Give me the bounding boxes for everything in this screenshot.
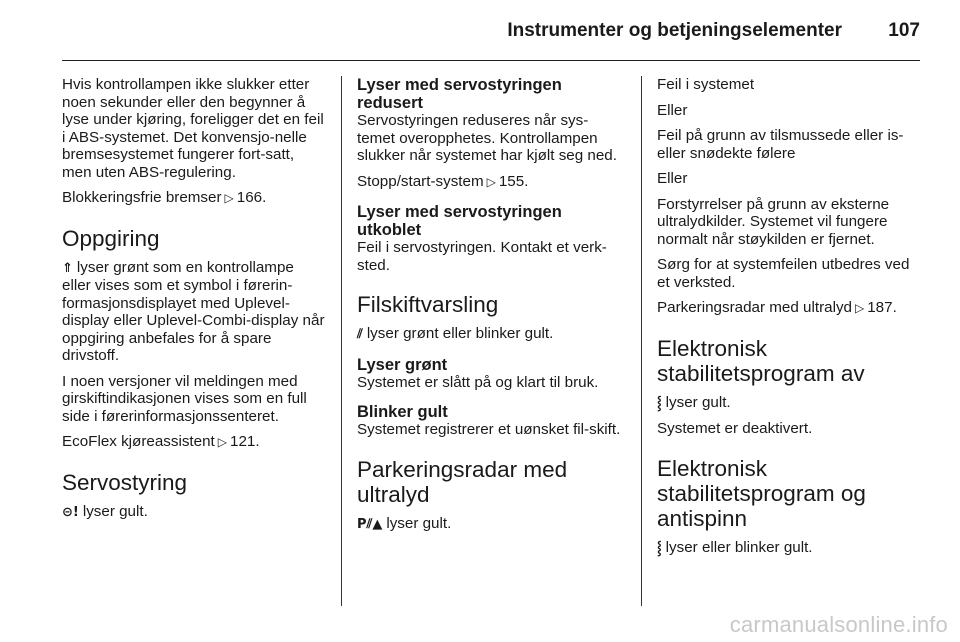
interference-line: Forstyrrelser på grunn av eksterne ultralydkilder. Systemet vil fungere normalt når støykilden er fjernet. — [657, 195, 890, 248]
heading-parkeringsradar: Parkeringsradar med ultralyd — [357, 456, 568, 507]
servo-paragraph: ⊝! lyser gult. — [62, 502, 148, 520]
reference-arrow-icon: ▷ — [217, 435, 227, 449]
column-divider — [341, 76, 342, 606]
lane-departure-icon: ⫽ — [357, 327, 363, 342]
column-1 — [62, 76, 326, 529]
reference-arrow-icon: ▷ — [855, 301, 865, 315]
esp-icon: ⸾ — [657, 540, 662, 556]
park-paragraph: P⫽▲ lyser gult. — [357, 514, 452, 532]
or-line: Eller — [657, 170, 688, 187]
parking-radar-icon: P⫽▲ — [357, 516, 383, 532]
esp-off-icon: ⸾ — [657, 395, 662, 411]
heading-blinker-gult: Blinker gult — [357, 403, 448, 421]
sensor-fault-line: Feil på grunn av tilsmussede eller is-eller snødekte følere — [657, 127, 904, 162]
oppgiring-paragraph: ⇑ lyser grønt som en kontrollampe eller vises som et symbol i førerin-formasjonsdisplayet med Uplevel-display eller Uplevel-Combi-display når oppgiring anbefales for å spare drivstoff. — [62, 258, 325, 364]
abs-paragraph: Hvis kontrollampen ikke slukker etter noen sekunder eller den begynner å lyse under kjøring, foreligger det en feil i ABS-systemet. Det konvensjo-nelle bremsesystemet fungerer fort-satt, men uten ABS-regulering. — [62, 76, 324, 181]
servo-redusert-paragraph: Servostyringen reduseres når sys-temet overopphetes. Kontrollampen slukker når systemet har kjølt seg ned. — [357, 112, 617, 164]
heading-servostyring: Servostyring — [62, 469, 188, 495]
esp-av-paragraph-2: Systemet er deaktivert. — [657, 420, 813, 437]
column-2 — [357, 76, 625, 541]
reference-arrow-icon: ▷ — [224, 191, 234, 205]
heading-servo-redusert: Lyser med servostyringen redusert — [357, 76, 562, 112]
heading-esp-antispinn: Elektronisk stabilitetsprogram og antispinn — [657, 455, 866, 531]
heading-servo-utkoblet: Lyser med servostyringen utkoblet — [357, 203, 562, 239]
steering-warning-icon: ⊝! — [62, 504, 79, 520]
reference-stopstart: Stopp/start-system ▷ 155. — [357, 172, 529, 190]
heading-filskiftvarsling: Filskiftvarsling — [357, 292, 499, 317]
system-fault-line: Feil i systemet — [657, 76, 755, 93]
heading-oppgiring: Oppgiring — [62, 225, 160, 251]
gult-paragraph: Systemet registrerer et uønsket fil-skift. — [357, 421, 621, 438]
reference-parkeringsradar: Parkeringsradar med ultralyd ▷ 187. — [657, 299, 897, 316]
oppgiring-paragraph-2: I noen versjoner vil meldingen med girskiftindikasjonen vises som en full side i førerinformasjonssenteret. — [62, 372, 307, 425]
or-line: Eller — [657, 101, 688, 119]
esp-av-paragraph: ⸾ lyser gult. — [657, 393, 731, 411]
workshop-line: Sørg for at systemfeilen utbedres ved et verksted. — [657, 256, 910, 291]
esp-paragraph: ⸾ lyser eller blinker gult. — [657, 538, 813, 556]
column-divider — [641, 76, 642, 606]
reference-arrow-icon: ▷ — [486, 174, 496, 189]
reference-ecoflex: EcoFlex kjøreassistent ▷ 121. — [62, 433, 260, 450]
watermark: carmanualsonline.info — [729, 612, 948, 637]
column-3 — [657, 76, 925, 565]
groent-paragraph: Systemet er slått på og klart til bruk. — [357, 373, 599, 391]
filskift-paragraph: ⫽ lyser grønt eller blinker gult. — [357, 325, 554, 342]
heading-esp-av: Elektronisk stabilitetsprogram av — [657, 335, 865, 386]
page-title: Instrumenter og betjeningselementer — [507, 20, 842, 41]
page-number: 107 — [888, 20, 920, 41]
servo-utkoblet-paragraph: Feil i servostyringen. Kontakt et verk-sted. — [357, 239, 607, 274]
reference-abs: Blokkeringsfrie bremser ▷ 166. — [62, 189, 267, 206]
upshift-icon: ⇑ — [62, 260, 73, 276]
page-header — [62, 0, 920, 61]
heading-lyser-groent: Lyser grønt — [357, 355, 448, 374]
